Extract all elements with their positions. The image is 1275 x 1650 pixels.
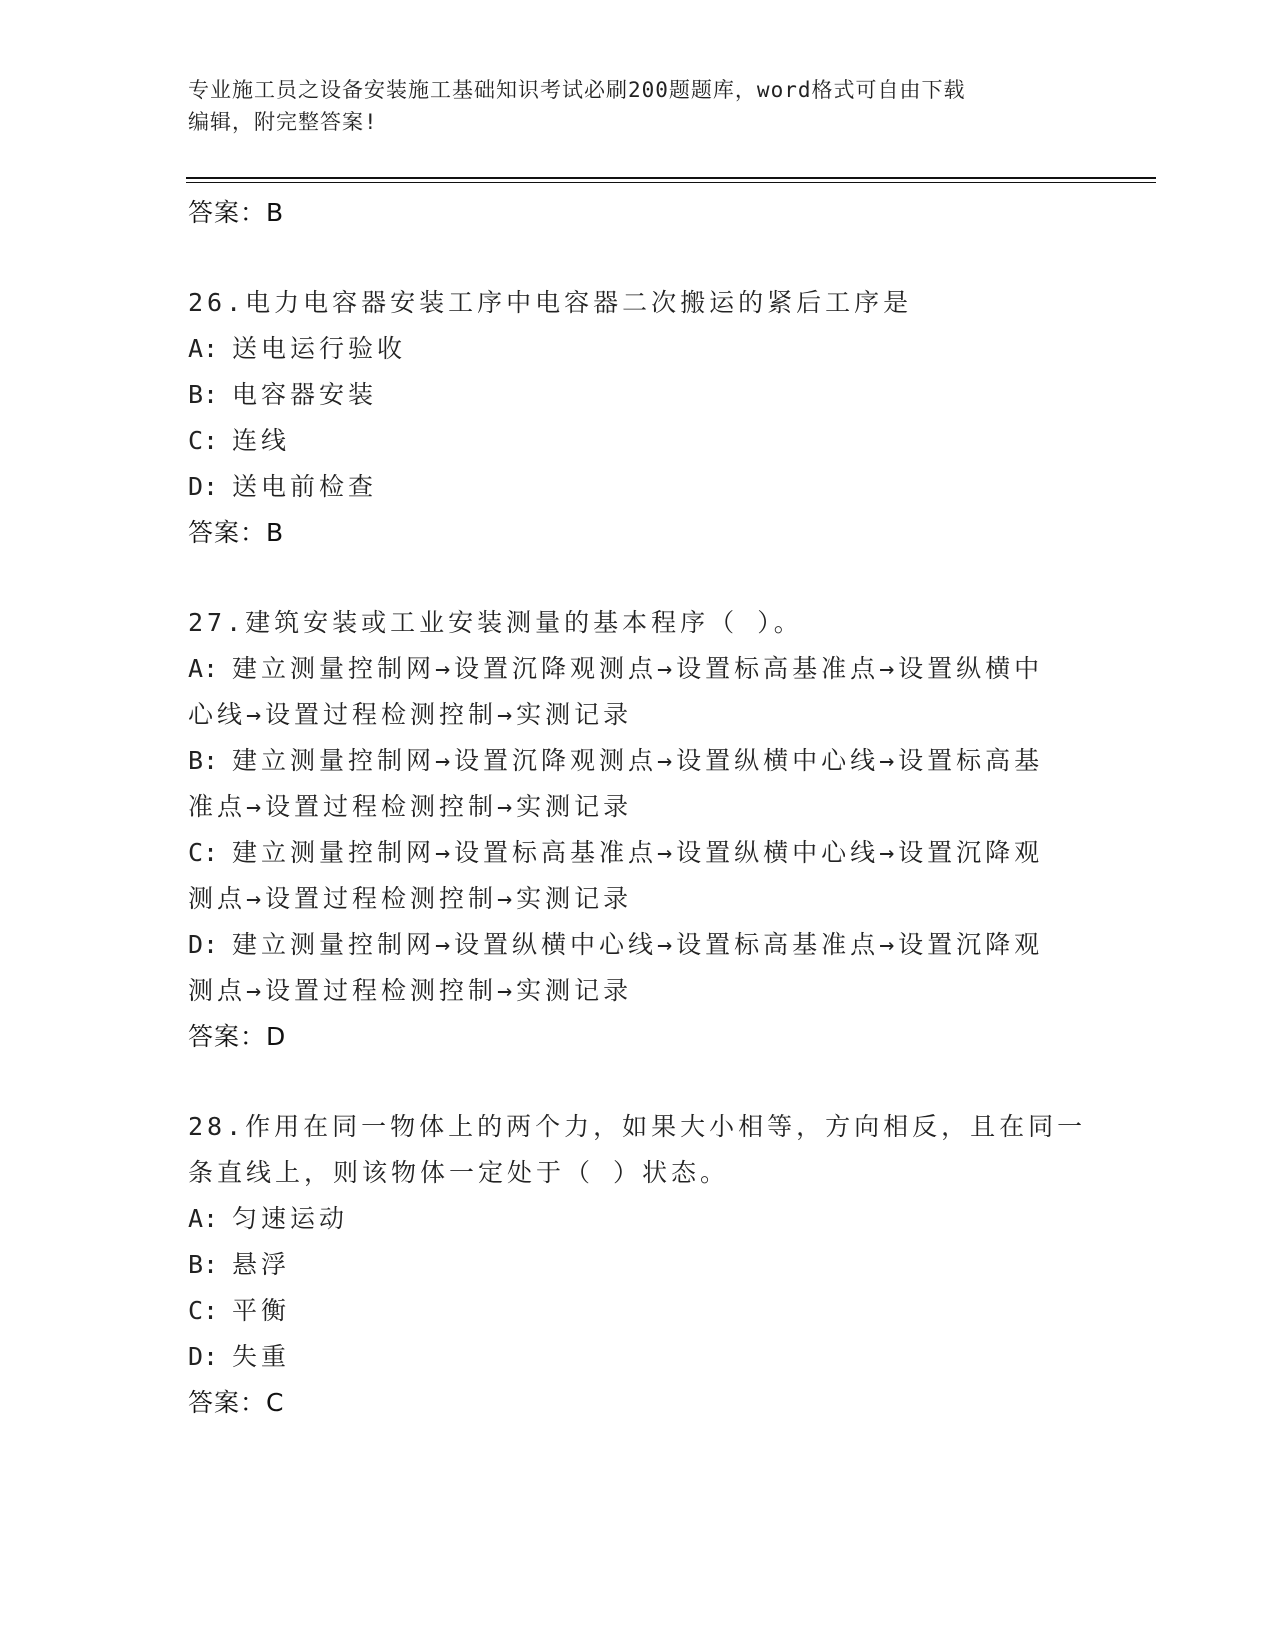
answer-value: B	[266, 198, 285, 227]
option-c	[188, 418, 1088, 464]
option-text: 失重	[232, 1342, 291, 1371]
option-text: 送电运行验收	[232, 334, 407, 363]
option-a	[188, 1196, 1088, 1242]
document-header	[188, 74, 1068, 138]
question-answer	[188, 1380, 1088, 1426]
question-answer	[188, 510, 1088, 556]
question-stem	[188, 600, 1088, 646]
question-27	[188, 600, 1088, 1060]
stem-line: 26.电力电容器安装工序中电容器二次搬运的紧后工序是	[188, 288, 913, 317]
header-divider-thin	[186, 182, 1156, 183]
option-text: 电容器安装	[232, 380, 378, 409]
header-divider-thick	[186, 177, 1156, 179]
option-letter: B:	[188, 1250, 219, 1279]
spacer	[188, 556, 1088, 600]
stem-line: 28.作用在同一物体上的两个力，如果大小相等，方向相反，且在同一	[188, 1112, 1087, 1141]
option-text-continued: 测点→设置过程检测控制→实测记录	[188, 884, 633, 913]
option-text: 匀速运动	[232, 1204, 349, 1233]
option-text: 建立测量控制网→设置沉降观测点→设置纵横中心线→设置标高基	[232, 746, 1044, 775]
option-letter: A:	[188, 1204, 219, 1233]
option-text-continued: 准点→设置过程检测控制→实测记录	[188, 792, 633, 821]
header-title-line-1: 专业施工员之设备安装施工基础知识考试必刷200题题库，word格式可自由下载	[188, 78, 966, 102]
option-letter: D:	[188, 1342, 219, 1371]
option-d	[188, 464, 1088, 510]
option-line	[188, 646, 1088, 692]
option-letter: C:	[188, 426, 219, 455]
question-answer	[188, 1014, 1088, 1060]
option-b	[188, 1242, 1088, 1288]
option-line	[188, 922, 1088, 968]
stem-line: 27.建筑安装或工业安装测量的基本程序（ ）。	[188, 608, 803, 637]
option-line	[188, 830, 1088, 876]
option-letter: A:	[188, 654, 219, 683]
header-title-line-2: 编辑，附完整答案!	[188, 110, 378, 134]
option-text: 建立测量控制网→设置纵横中心线→设置标高基准点→设置沉降观	[232, 930, 1044, 959]
option-text: 建立测量控制网→设置标高基准点→设置纵横中心线→设置沉降观	[232, 838, 1044, 867]
option-letter: D:	[188, 930, 219, 959]
question-stem	[188, 280, 1088, 326]
question-28	[188, 1104, 1088, 1426]
option-letter: B:	[188, 746, 219, 775]
option-text: 平衡	[232, 1296, 291, 1325]
answer-value: D	[266, 1022, 287, 1051]
option-d	[188, 922, 1088, 1014]
option-letter: A:	[188, 334, 219, 363]
option-letter: D:	[188, 472, 219, 501]
answer-value: B	[266, 518, 285, 547]
answer-value: C	[266, 1388, 285, 1417]
option-b	[188, 372, 1088, 418]
spacer	[188, 1060, 1088, 1104]
option-d	[188, 1334, 1088, 1380]
spacer	[188, 236, 1088, 280]
document-body	[188, 190, 1088, 1426]
option-a	[188, 646, 1088, 738]
option-letter: C:	[188, 838, 219, 867]
answer-label: 答案：	[188, 1388, 267, 1417]
previous-answer	[188, 190, 1088, 236]
option-text: 建立测量控制网→设置沉降观测点→设置标高基准点→设置纵横中	[232, 654, 1044, 683]
option-letter: C:	[188, 1296, 219, 1325]
option-text-continued: 测点→设置过程检测控制→实测记录	[188, 976, 633, 1005]
option-text: 送电前检查	[232, 472, 378, 501]
option-a	[188, 326, 1088, 372]
option-line	[188, 738, 1088, 784]
option-text-continued: 心线→设置过程检测控制→实测记录	[188, 700, 633, 729]
answer-label: 答案：	[188, 518, 267, 547]
stem-line: 条直线上，则该物体一定处于（ ）状态。	[188, 1158, 730, 1187]
answer-label: 答案：	[188, 1022, 267, 1051]
option-c	[188, 1288, 1088, 1334]
question-26	[188, 280, 1088, 556]
option-text: 悬浮	[232, 1250, 291, 1279]
option-b	[188, 738, 1088, 830]
option-text: 连线	[232, 426, 291, 455]
option-letter: B:	[188, 380, 219, 409]
option-c	[188, 830, 1088, 922]
question-stem	[188, 1104, 1088, 1196]
answer-label: 答案：	[188, 198, 267, 227]
